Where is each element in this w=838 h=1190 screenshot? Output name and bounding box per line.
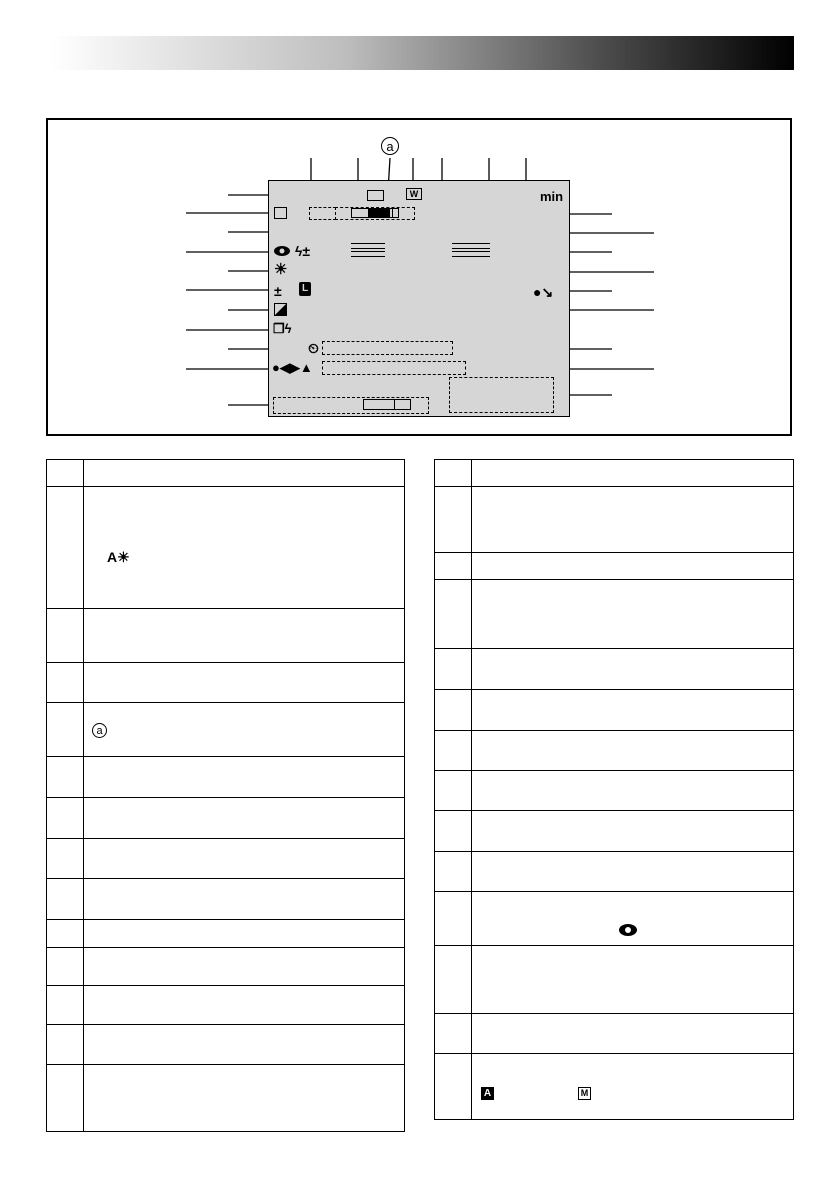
self-timer-icon: ⏲ (308, 340, 319, 356)
auto-mode-icon: A (481, 1087, 494, 1100)
manual-mode-icon: M (578, 1087, 591, 1100)
wide-mode-icon: W (406, 188, 422, 200)
right-description-table (434, 459, 794, 1120)
tape-remaining-lines (351, 243, 385, 249)
eye-icon-reference (618, 923, 638, 937)
brightness-bar (363, 399, 411, 410)
battery-remote-icon: ●↘ (533, 284, 554, 300)
zoom-bar (351, 208, 399, 218)
callout-a-circle: a (381, 137, 399, 155)
focus-adjust-icon: ●◀▶▲ (272, 360, 313, 375)
time-code-lines-2 (452, 251, 490, 257)
date-time-field (322, 341, 453, 355)
warning-field (449, 377, 554, 413)
min-unit-label: min (540, 189, 564, 204)
backlight-icon (274, 207, 287, 219)
iris-icon (274, 303, 287, 316)
l-mode-icon: L (299, 282, 311, 296)
auto-exposure-icon: A☀ (107, 549, 130, 565)
callout-a-reference: a (92, 723, 107, 738)
tape-speed-placeholder (309, 207, 336, 220)
gain-up-icon: ❐ϟ (273, 321, 292, 336)
tape-remaining-lines-2 (351, 251, 385, 257)
title-field (322, 361, 466, 375)
lcd-screen (268, 180, 570, 417)
left-description-table (46, 459, 405, 1132)
time-code-lines (452, 243, 490, 249)
picture-mode-icon (367, 190, 384, 201)
white-balance-sun-icon: ☀ (274, 261, 288, 278)
eye-icon (273, 245, 291, 257)
flash-adjust-icon: ϟ± (295, 243, 311, 259)
exposure-adjust-icon: ± (274, 283, 282, 299)
